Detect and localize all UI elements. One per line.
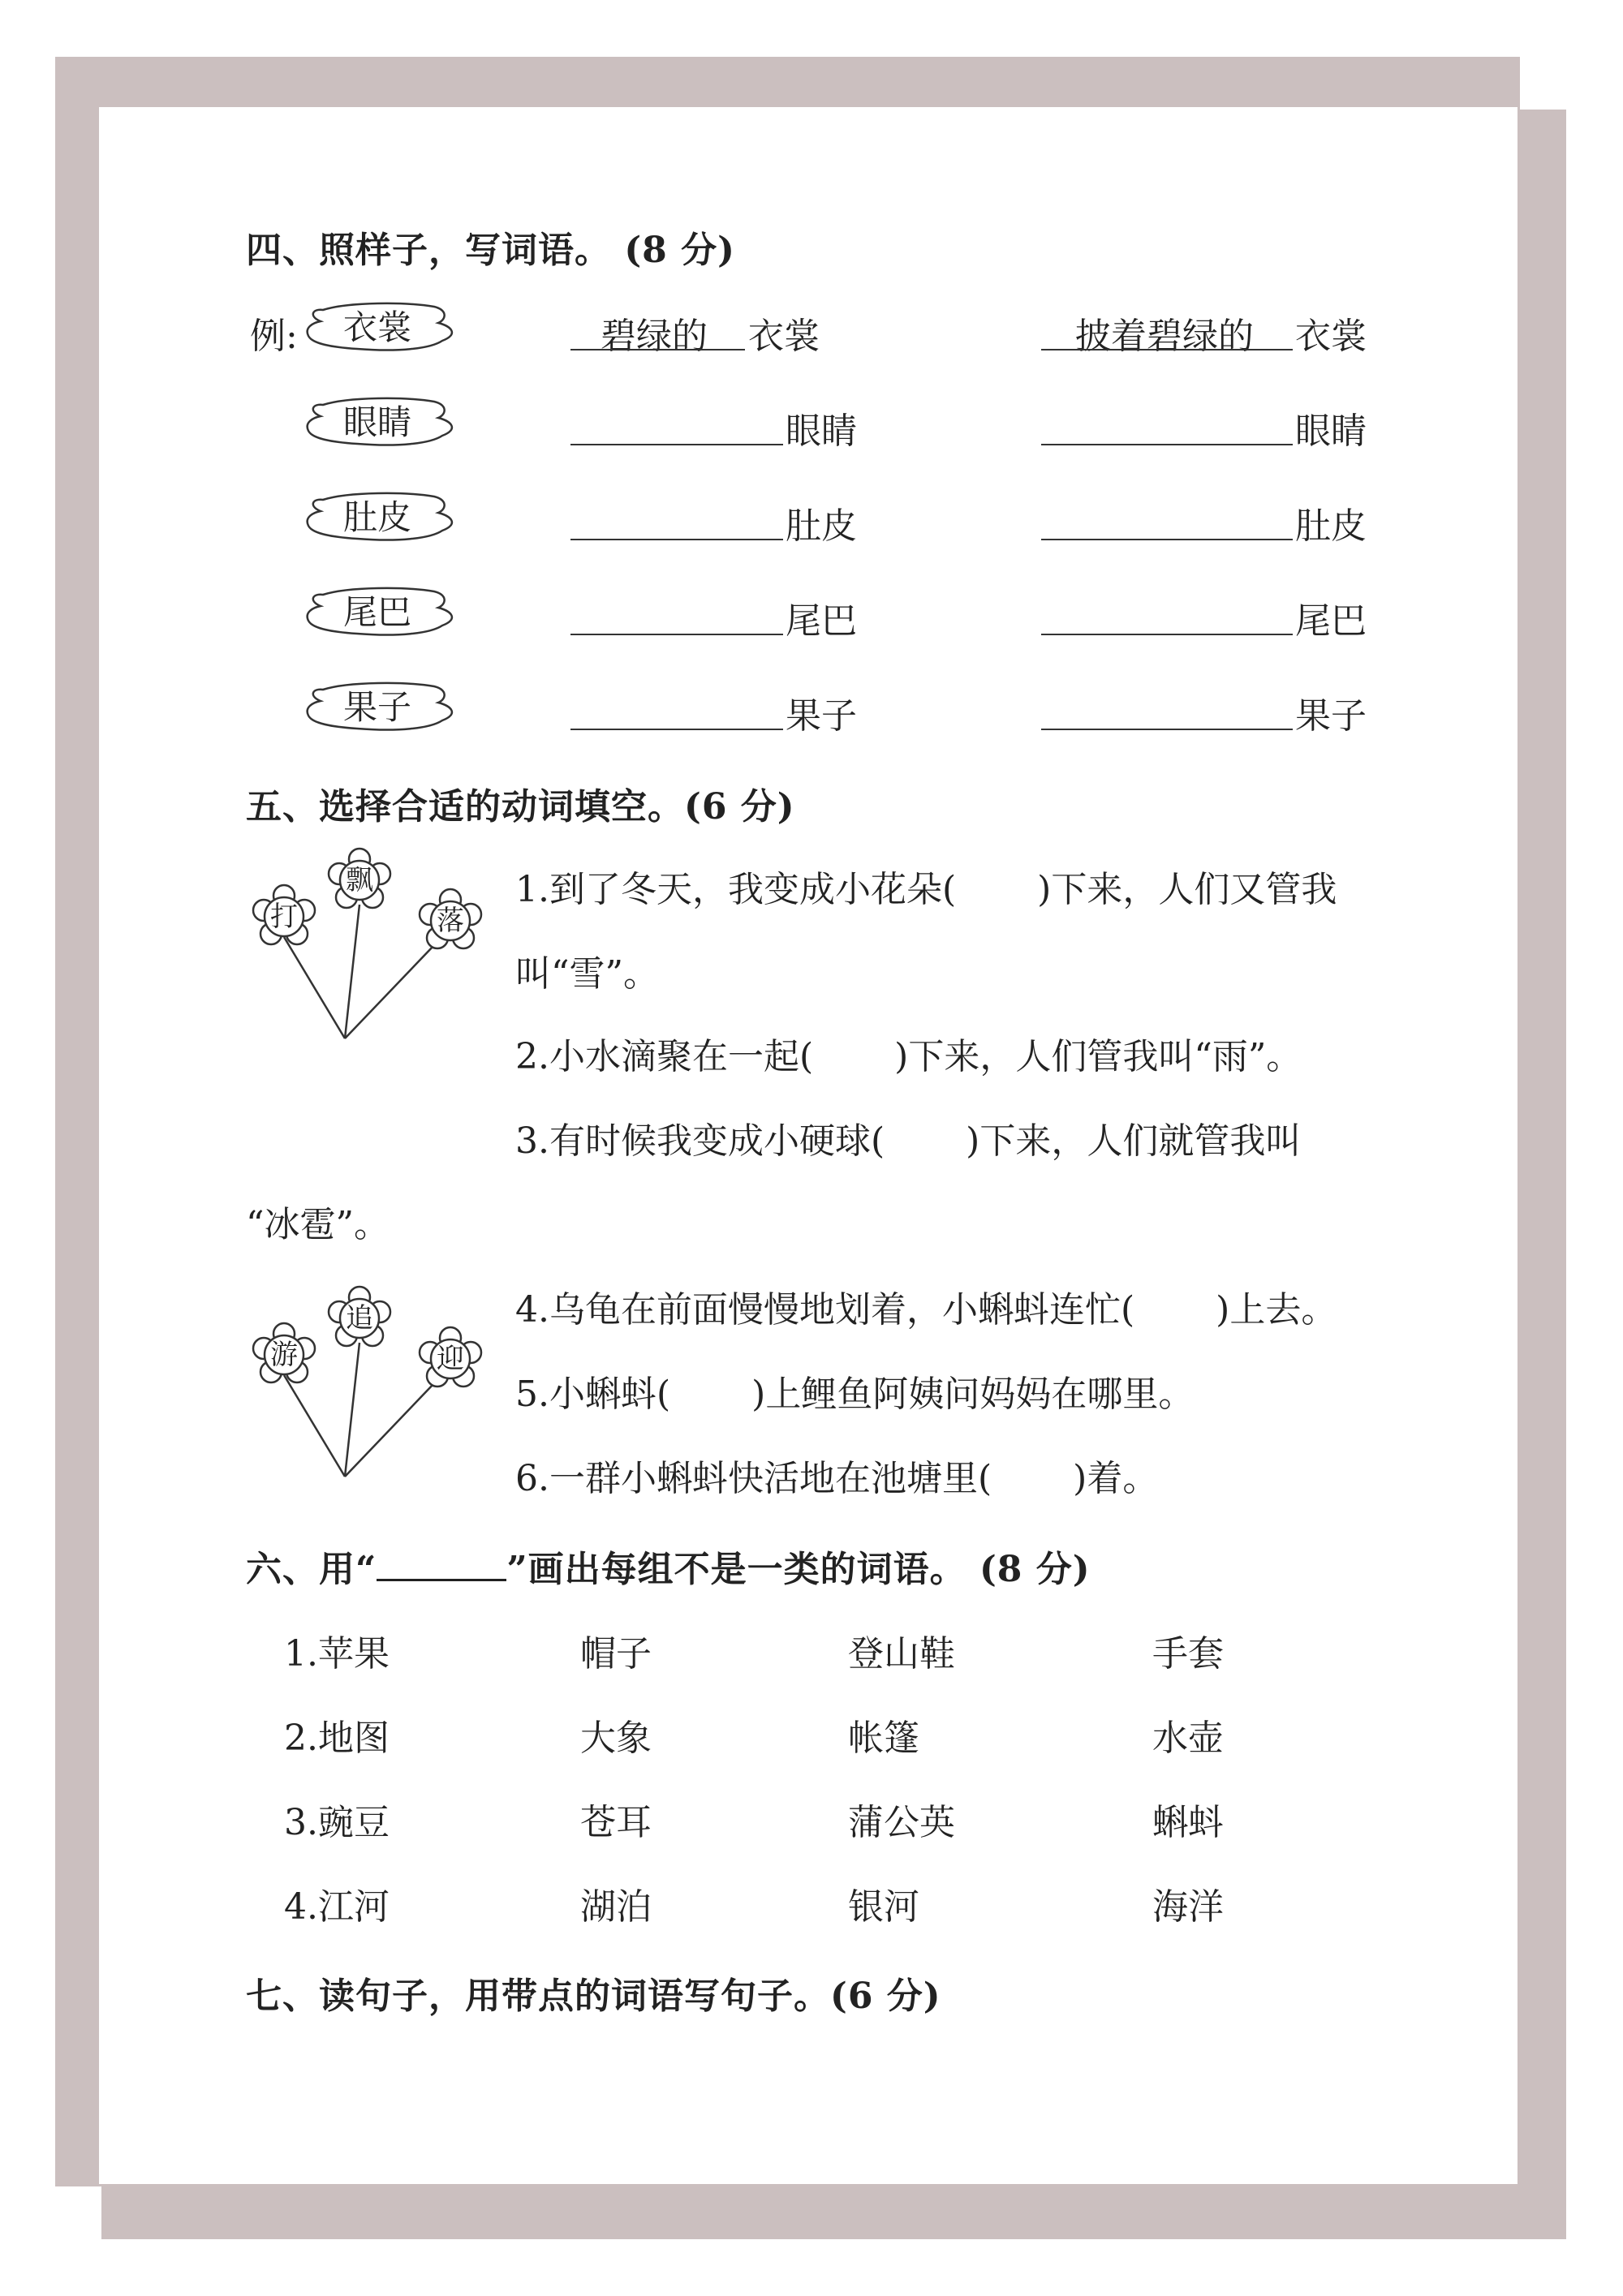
section5-title: 五、选择合适的动词填空。(6 分) bbox=[246, 786, 795, 828]
blank-underline[interactable] bbox=[1041, 539, 1293, 540]
cloud-word-row-3 bbox=[300, 583, 463, 642]
question-text: 3.有时候我变成小硬球( bbox=[515, 1120, 885, 1162]
example-mid-underline bbox=[570, 349, 745, 350]
example-right-fill: 披着碧绿的 bbox=[1075, 316, 1254, 357]
group-4-word[interactable]: 4.江河 bbox=[284, 1886, 390, 1928]
question-text: 5.小蝌蚪( bbox=[515, 1374, 671, 1415]
question-text: )着。 bbox=[1073, 1458, 1159, 1499]
flower-label: 迎 bbox=[437, 1343, 464, 1375]
group-3-word[interactable]: 蒲公英 bbox=[848, 1802, 955, 1843]
blank-underline[interactable] bbox=[1041, 729, 1293, 730]
flower-group-2 bbox=[239, 1278, 507, 1513]
group-1-word[interactable]: 登山鞋 bbox=[848, 1633, 955, 1675]
section7-title: 七、读句子，用带点的词语写句子。(6 分) bbox=[246, 1976, 941, 2017]
row-right-word: 果子 bbox=[1295, 695, 1367, 737]
flower-label: 游 bbox=[270, 1339, 298, 1371]
row-right-word: 眼睛 bbox=[1295, 411, 1367, 452]
group-3-word[interactable]: 苍耳 bbox=[580, 1802, 652, 1843]
title-text: 六、用“ bbox=[246, 1549, 377, 1590]
group-2-word[interactable]: 帐篷 bbox=[848, 1718, 919, 1759]
question-text: )下来，人们就管我叫 bbox=[966, 1120, 1302, 1162]
blank-underline[interactable] bbox=[570, 444, 783, 445]
group-2-word[interactable]: 大象 bbox=[580, 1718, 652, 1759]
blank-underline[interactable] bbox=[1041, 444, 1293, 445]
row-mid-word: 眼睛 bbox=[786, 411, 857, 452]
example-mid-fill: 碧绿的 bbox=[601, 316, 708, 357]
group-3-word[interactable]: 蝌蚪 bbox=[1152, 1802, 1224, 1843]
underline-sample bbox=[377, 1550, 506, 1581]
section6-title bbox=[246, 1540, 1091, 1592]
row-mid-word: 尾巴 bbox=[786, 600, 857, 642]
question-text: )上去。 bbox=[1216, 1289, 1337, 1331]
blank-underline[interactable] bbox=[1041, 634, 1293, 635]
question-5 bbox=[515, 1365, 1194, 1417]
cloud-word: 果子 bbox=[342, 687, 411, 727]
cloud-word-example bbox=[300, 299, 463, 357]
group-4-word[interactable]: 海洋 bbox=[1152, 1886, 1224, 1928]
question-text: )下来，人们又管我 bbox=[1037, 869, 1337, 910]
flower-group-1 bbox=[239, 840, 507, 1075]
question-text: 6.一群小蝌蚪快活地在池塘里( bbox=[515, 1458, 992, 1499]
example-prefix: 例: bbox=[250, 316, 298, 357]
question-1-line-1 bbox=[515, 860, 1337, 912]
group-2-word[interactable]: 2.地图 bbox=[284, 1718, 390, 1759]
cloud-word-row-1 bbox=[300, 393, 463, 452]
cloud-word: 眼睛 bbox=[342, 402, 411, 442]
cloud-word-row-2 bbox=[300, 488, 463, 547]
row-mid-word: 肚皮 bbox=[786, 505, 857, 547]
group-1-word[interactable]: 1.苹果 bbox=[284, 1633, 390, 1675]
flower-label: 飘 bbox=[346, 864, 373, 896]
question-text: 1.到了冬天，我变成小花朵( bbox=[515, 869, 957, 910]
question-text: )下来，人们管我叫“雨”。 bbox=[894, 1036, 1302, 1077]
row-right-word: 肚皮 bbox=[1295, 505, 1367, 547]
question-4 bbox=[515, 1280, 1337, 1332]
group-2-word[interactable]: 水壶 bbox=[1152, 1718, 1224, 1759]
title-text: ”画出每组不是一类的词语。 (8 分) bbox=[506, 1549, 1091, 1590]
question-3-line-2: “冰雹”。 bbox=[246, 1204, 390, 1245]
blank-underline[interactable] bbox=[570, 539, 783, 540]
group-1-word[interactable]: 帽子 bbox=[580, 1633, 652, 1675]
flower-label: 落 bbox=[437, 905, 464, 937]
example-right-underline bbox=[1041, 349, 1293, 350]
section4-title: 四、照样子，写词语。 (8 分) bbox=[246, 230, 735, 271]
row-right-word: 尾巴 bbox=[1295, 600, 1367, 642]
flower-label: 追 bbox=[346, 1302, 373, 1335]
question-text: 4.乌龟在前面慢慢地划着，小蝌蚪连忙( bbox=[515, 1289, 1135, 1331]
question-2 bbox=[515, 1027, 1302, 1079]
cloud-word: 衣裳 bbox=[342, 307, 411, 347]
group-4-word[interactable]: 银河 bbox=[848, 1886, 919, 1928]
blank-underline[interactable] bbox=[570, 729, 783, 730]
example-mid-word: 衣裳 bbox=[748, 316, 820, 357]
question-text: 2.小水滴聚在一起( bbox=[515, 1036, 814, 1077]
question-1-line-2: 叫“雪”。 bbox=[515, 953, 659, 995]
question-text: )上鲤鱼阿姨问妈妈在哪里。 bbox=[751, 1374, 1195, 1415]
blank-underline[interactable] bbox=[570, 634, 783, 635]
group-3-word[interactable]: 3.豌豆 bbox=[284, 1802, 390, 1843]
row-mid-word: 果子 bbox=[786, 695, 857, 737]
group-4-word[interactable]: 湖泊 bbox=[580, 1886, 652, 1928]
cloud-word: 肚皮 bbox=[342, 497, 411, 537]
question-3-line-1 bbox=[515, 1111, 1301, 1163]
cloud-word: 尾巴 bbox=[342, 592, 411, 632]
flower-label: 打 bbox=[270, 901, 298, 933]
example-right-word: 衣裳 bbox=[1295, 316, 1367, 357]
question-6 bbox=[515, 1449, 1158, 1501]
cloud-word-row-4 bbox=[300, 678, 463, 737]
group-1-word[interactable]: 手套 bbox=[1152, 1633, 1224, 1675]
